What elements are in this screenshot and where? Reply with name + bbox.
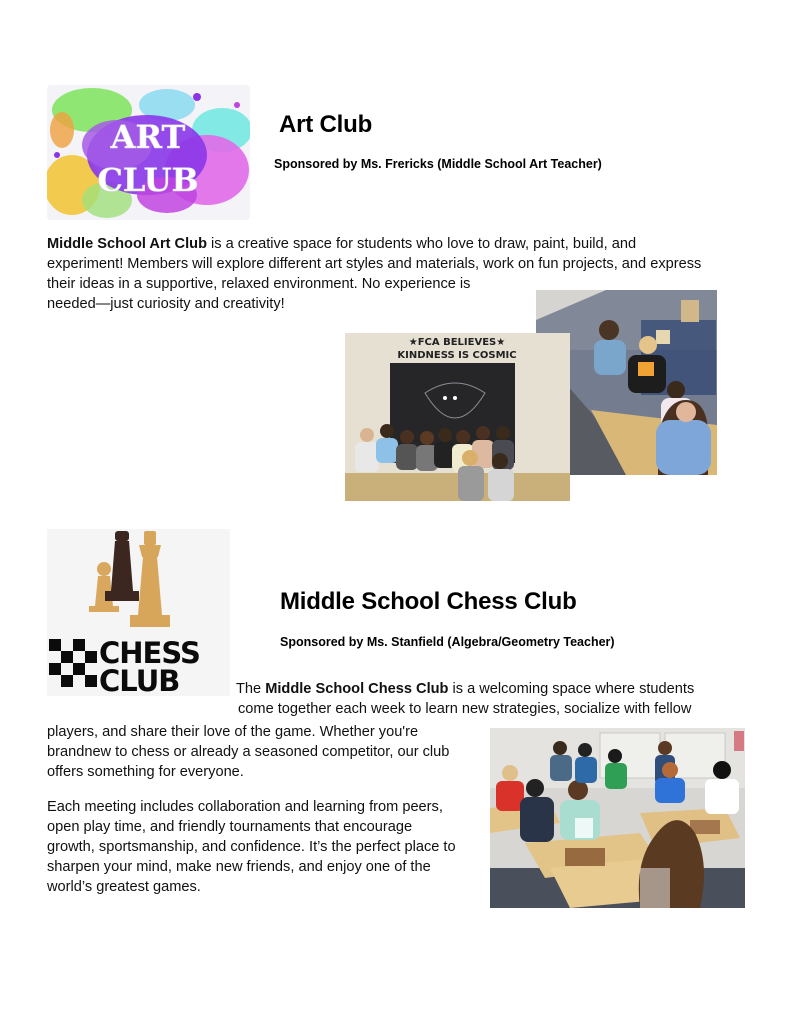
chess-desc-line3: players, and share their love of the game. Whether you're <box>47 724 419 740</box>
chess-desc-bold: Middle School Chess Club <box>265 681 449 697</box>
chess-paragraph-2 <box>47 797 487 897</box>
chess-desc-continued <box>47 722 487 782</box>
svg-text:CHESS: CHESS <box>99 636 200 670</box>
chess-club-title: Middle School Chess Club <box>280 588 577 615</box>
svg-text:★FCA BELIEVES★: ★FCA BELIEVES★ <box>408 337 506 348</box>
svg-text:ART: ART <box>110 118 186 156</box>
svg-text:CLUB: CLUB <box>99 664 180 696</box>
art-club-title: Art Club <box>279 111 373 138</box>
chess-pieces-icon <box>47 529 230 696</box>
group-photo-kindness-wall <box>345 333 570 501</box>
chess-p2-line: world’s greatest games. <box>47 879 201 895</box>
art-desc-line2: experiment! Members will explore different art styles and materials, work on fun projects, and express <box>47 256 702 272</box>
svg-text:KINDNESS IS COSMIC: KINDNESS IS COSMIC <box>397 350 517 361</box>
chess-desc-line1: The Middle School Chess Club is a welcoming space where students <box>236 681 695 697</box>
art-desc-line1: Middle School Art Club is a creative space for students who love to draw, paint, build, and <box>47 236 637 252</box>
paint-splash-icon <box>47 85 250 220</box>
chess-p2-line: sharpen your mind, make new friends, and enjoy one of the <box>47 859 431 875</box>
students-playing-chess-photo <box>490 728 745 908</box>
art-desc-line3: their ideas in a supportive, relaxed environment. No experience is <box>47 276 471 292</box>
chess-p2-line: open play time, and friendly tournaments that encourage <box>47 819 413 835</box>
chess-club-sponsor: Sponsored by Ms. Stanfield (Algebra/Geometry Teacher) <box>280 635 615 649</box>
svg-text:CLUB: CLUB <box>97 161 199 199</box>
art-desc-line4: needed—just curiosity and creativity! <box>47 296 285 312</box>
chess-desc-line4: brandnew to chess or already a seasoned competitor, our club <box>47 744 450 760</box>
art-desc-bold: Middle School Art Club <box>47 236 207 252</box>
art-club-sponsor: Sponsored by Ms. Frericks (Middle School Art Teacher) <box>274 157 602 171</box>
chess-club-logo <box>47 529 230 696</box>
chess-desc-line2: come together each week to learn new strategies, socialize with fellow <box>238 701 692 717</box>
chess-desc-line5: offers something for everyone. <box>47 764 244 780</box>
chess-p2-line: Each meeting includes collaboration and learning from peers, <box>47 799 443 815</box>
chess-desc-intro <box>236 679 756 719</box>
art-club-logo <box>47 85 250 220</box>
chess-p2-line: growth, sportsmanship, and confidence. It’s the perfect place to <box>47 839 456 855</box>
